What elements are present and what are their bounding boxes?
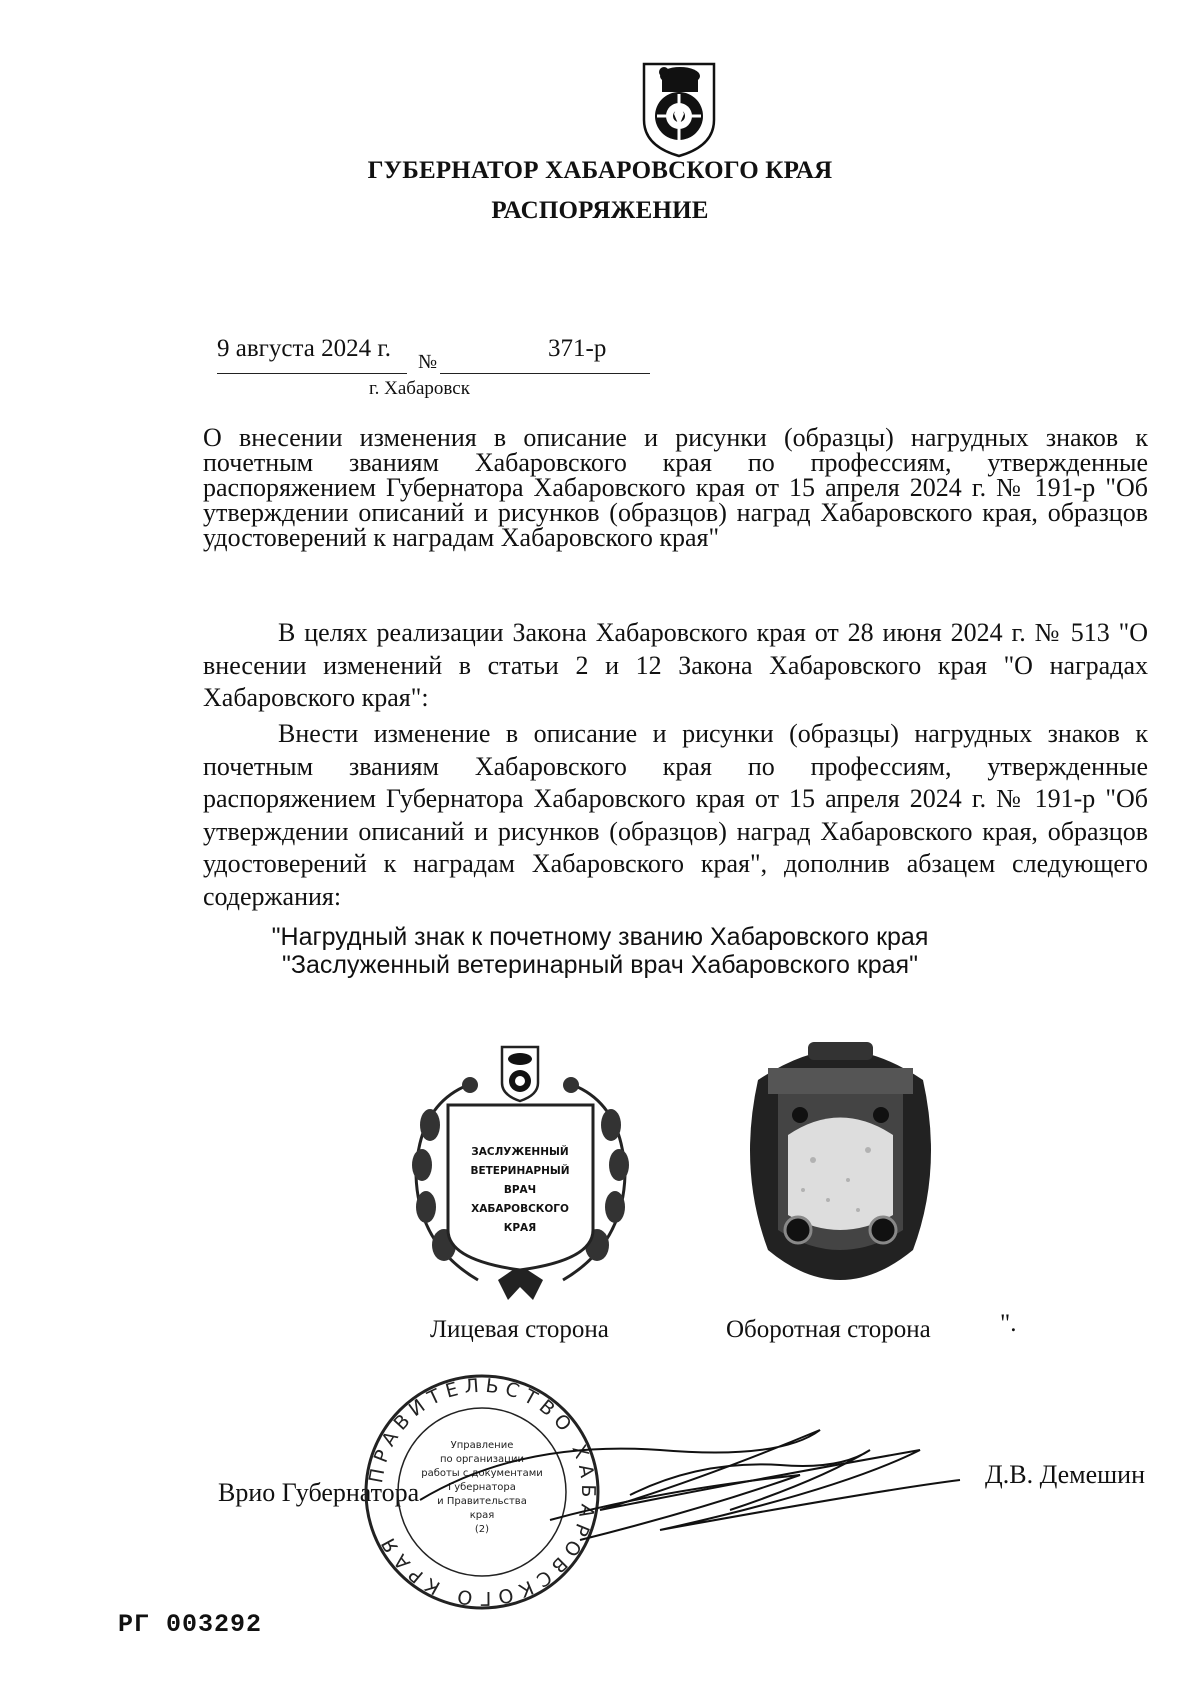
stamp-center-line: (2) <box>474 1524 490 1535</box>
number-sign: № <box>418 351 438 373</box>
stamp-center-line: Управление <box>450 1440 514 1451</box>
badge-front-image <box>408 1045 633 1305</box>
stamp-center-line: по организации <box>440 1454 524 1465</box>
badge-inscription-line: ХАБАРОВСКОГО <box>471 1203 569 1215</box>
signatory-role: Врио Губернатора <box>218 1478 420 1507</box>
badge-inscription-line: КРАЯ <box>503 1222 537 1234</box>
date-underline <box>217 373 407 374</box>
handwritten-signature <box>400 1420 1200 1560</box>
stamp-center-line: края <box>469 1510 495 1521</box>
document-subject: О внесении изменения в описание и рисунки (образцы) нагрудных знаков к почетным званиям Хабаровского края по профессиям, утвержденные распоряжением Губернатора Хабаровского края от 15 апреля 2024 г. № 191-р "Об утверждении описаний и рисунков (образцов) наград Хабаровского края, образцов удостоверений к наградам Хабаровского края" <box>203 423 1148 552</box>
document-type: РАСПОРЯЖЕНИЕ <box>491 197 709 224</box>
body-paragraph-1-text: В целях реализации Закона Хабаровского края от 28 июня 2024 г. № 513 "О внесении изменений в статьи 2 и 12 Закона Хабаровского края "О наградах Хабаровского края": <box>203 618 1148 712</box>
badge-inscription-line: ВРАЧ <box>503 1184 537 1196</box>
body-paragraph-2-text: Внести изменение в описание и рисунки (образцы) нагрудных знаков к почетным званиям Хабаровского края по профессиям, утвержденные распоряжением Губернатора Хабаровского края от 15 апреля 2024 г. № 191-р "Об утверждении описаний и рисунков (образцов) наград Хабаровского края, образцов удостоверений к наградам Хабаровского края", дополнив абзацем следующего содержания: <box>203 719 1148 911</box>
authority-title: ГУБЕРНАТОР ХАБАРОВСКОГО КРАЯ <box>367 157 833 184</box>
document-date: 9 августа 2024 г. <box>217 335 392 362</box>
document-city: г. Хабаровск <box>369 378 470 399</box>
back-side-caption: Оборотная сторона <box>726 1316 931 1343</box>
badge-inscription-line: ЗАСЛУЖЕННЫЙ <box>471 1146 569 1158</box>
front-side-caption: Лицевая сторона <box>430 1316 609 1343</box>
quote-line-1: "Нагрудный знак к почетному званию Хабаровского края <box>271 923 929 951</box>
badge-inscription-line: ВЕТЕРИНАРНЫЙ <box>470 1165 570 1177</box>
coat-of-arms-icon <box>640 58 718 158</box>
body-paragraph-2 <box>203 718 1148 913</box>
stamp-center-line: и Правительства <box>437 1496 527 1507</box>
document-serial: РГ 003292 <box>118 1610 263 1639</box>
svg-text:ПРАВИТЕЛЬСТВО ХАБАРОВСКОГО КРА: ПРАВИТЕЛЬСТВО ХАБАРОВСКОГО КРАЯ <box>365 1374 600 1610</box>
body-paragraph-1 <box>203 617 1148 715</box>
number-underline <box>440 373 650 374</box>
closing-quote: ". <box>1000 1310 1017 1337</box>
stamp-center-line: работы с документами <box>421 1468 543 1479</box>
document-number: 371-р <box>548 335 607 362</box>
quote-line-2: "Заслуженный ветеринарный врач Хабаровского края" <box>282 951 918 979</box>
badge-back-image <box>728 1040 953 1305</box>
stamp-center-line: Губернатора <box>448 1482 516 1493</box>
signatory-name: Д.В. Демешин <box>985 1460 1146 1489</box>
